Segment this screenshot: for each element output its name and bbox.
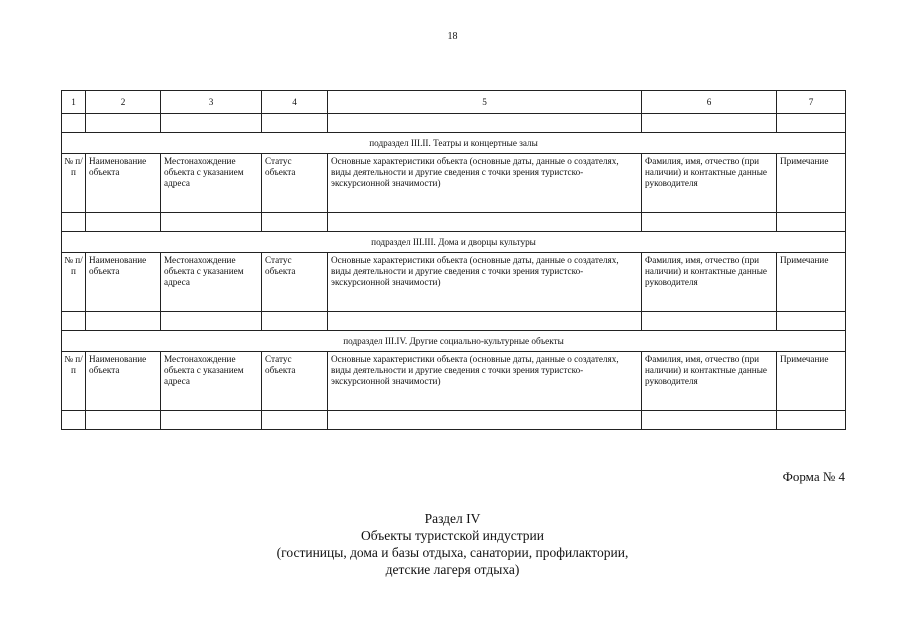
header-contact: Фамилия, имя, отчество (при наличии) и контактные данные руководителя (642, 253, 777, 312)
section-title: Раздел IV (424, 511, 481, 526)
empty-row (62, 411, 846, 430)
objects-table (61, 90, 846, 430)
section-description-line: детские лагеря отдыха) (385, 562, 520, 577)
column-number: 3 (161, 91, 262, 114)
section-heading (0, 510, 905, 578)
header-location: Местонахождение объекта с указанием адреса (161, 253, 262, 312)
empty-row (62, 213, 846, 232)
subsection-title: подраздел III.II. Театры и концертные залы (62, 133, 846, 154)
header-row (62, 154, 846, 213)
page-number: 18 (447, 31, 458, 42)
header-note: Примечание (777, 253, 846, 312)
subsection-row (62, 133, 846, 154)
column-number: 2 (86, 91, 161, 114)
header-row (62, 253, 846, 312)
subsection-title: подраздел III.IV. Другие социально-культурные объекты (62, 331, 846, 352)
subsection-row (62, 232, 846, 253)
header-status: Статус объекта (262, 253, 328, 312)
header-status: Статус объекта (262, 154, 328, 213)
header-contact: Фамилия, имя, отчество (при наличии) и контактные данные руководителя (642, 154, 777, 213)
empty-row (62, 114, 846, 133)
column-number: 4 (262, 91, 328, 114)
column-number: 5 (328, 91, 642, 114)
column-number: 1 (62, 91, 86, 114)
header-note: Примечание (777, 154, 846, 213)
header-contact: Фамилия, имя, отчество (при наличии) и контактные данные руководителя (642, 352, 777, 411)
section-description-line: (гостиницы, дома и базы отдыха, санатории, профилактории, (276, 545, 629, 560)
header-row (62, 352, 846, 411)
empty-row (62, 312, 846, 331)
header-characteristics: Основные характеристики объекта (основные даты, данные о создателях, виды деятельности и другие сведения с точки зрения туристско-экскурсионной значимости) (328, 352, 642, 411)
header-num: № п/п (62, 352, 86, 411)
header-note: Примечание (777, 352, 846, 411)
header-characteristics: Основные характеристики объекта (основные даты, данные о создателях, виды деятельности и другие сведения с точки зрения туристско-экскурсионной значимости) (328, 253, 642, 312)
header-location: Местонахождение объекта с указанием адреса (161, 352, 262, 411)
header-name: Наименование объекта (86, 154, 161, 213)
subsection-title: подраздел III.III. Дома и дворцы культуры (62, 232, 846, 253)
column-number: 6 (642, 91, 777, 114)
column-numbers-row (62, 91, 846, 114)
header-characteristics: Основные характеристики объекта (основные даты, данные о создателях, виды деятельности и другие сведения с точки зрения туристско-экскурсионной значимости) (328, 154, 642, 213)
form-label: Форма № 4 (782, 469, 845, 484)
subsection-row (62, 331, 846, 352)
header-name: Наименование объекта (86, 352, 161, 411)
header-name: Наименование объекта (86, 253, 161, 312)
header-num: № п/п (62, 253, 86, 312)
column-number: 7 (777, 91, 846, 114)
header-num: № п/п (62, 154, 86, 213)
header-location: Местонахождение объекта с указанием адреса (161, 154, 262, 213)
header-status: Статус объекта (262, 352, 328, 411)
section-subtitle: Объекты туристской индустрии (360, 528, 545, 543)
